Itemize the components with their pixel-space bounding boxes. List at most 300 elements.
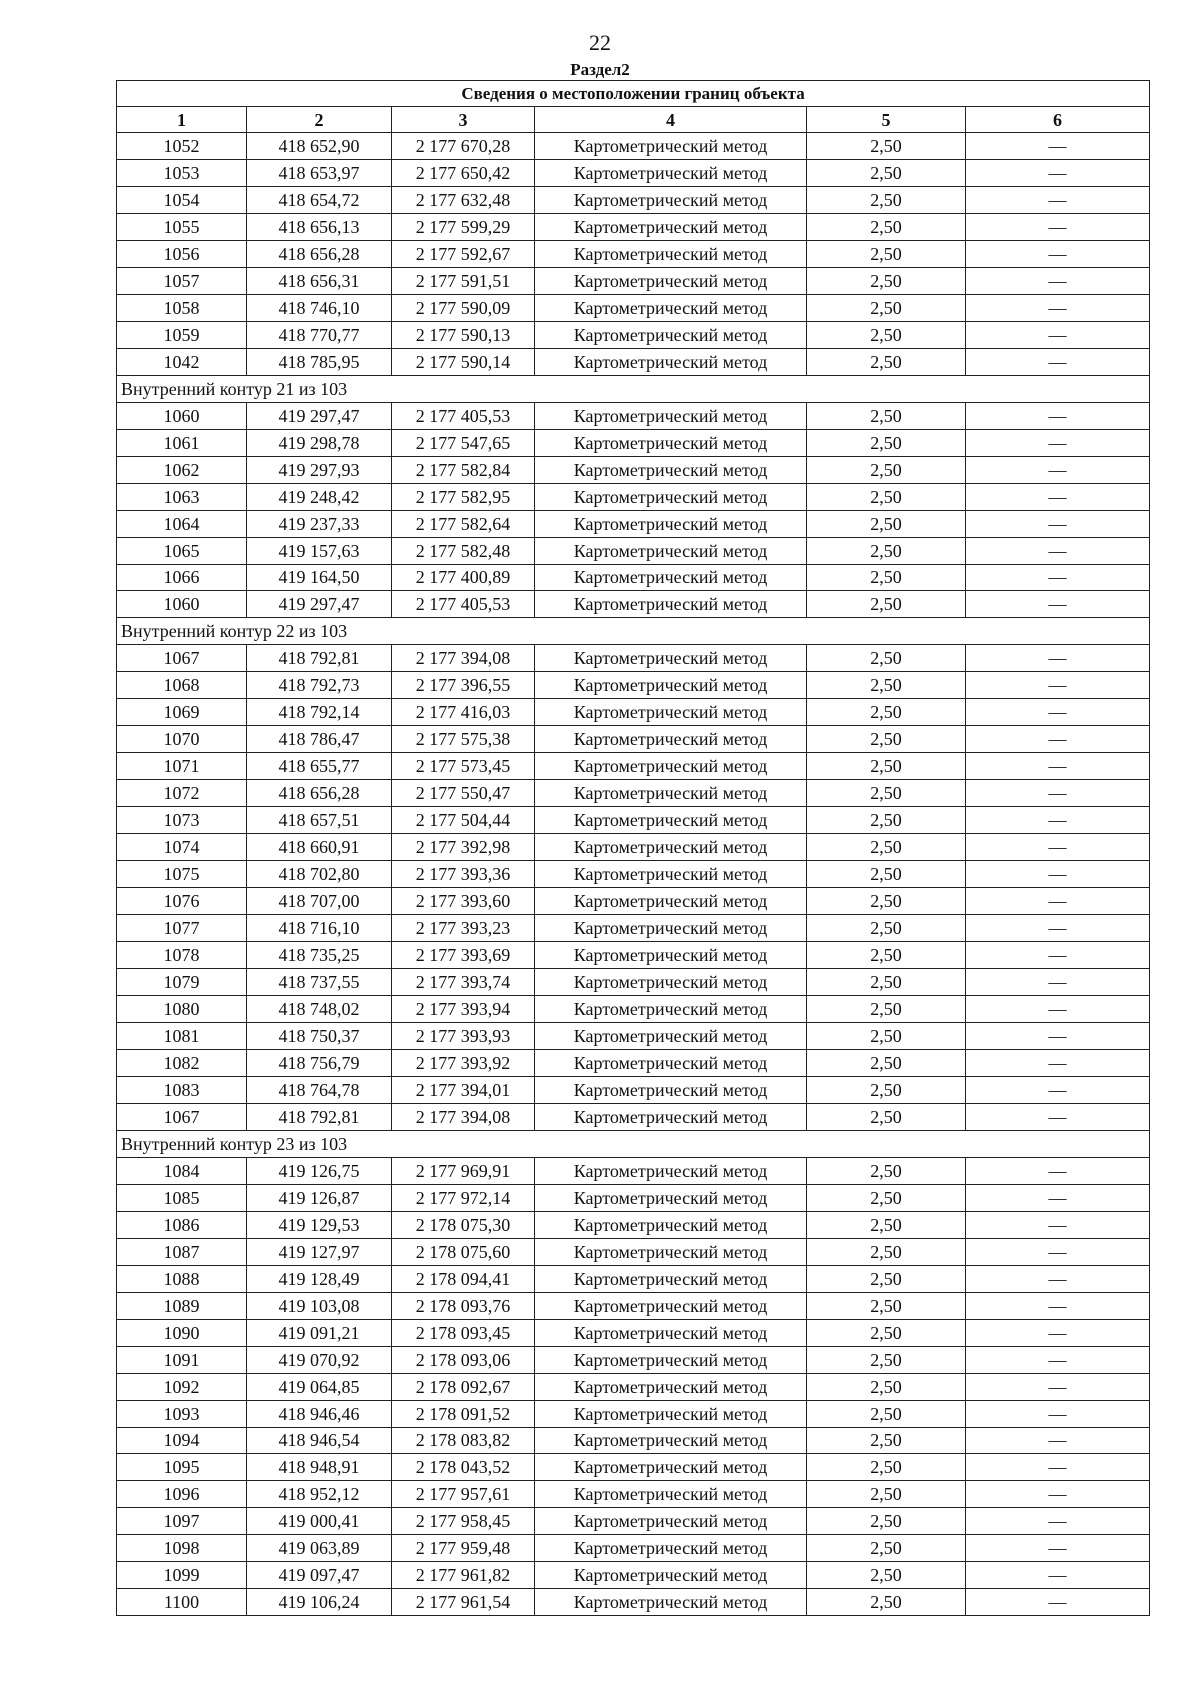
method-cell: Картометрический метод xyxy=(535,1562,807,1589)
description-cell: — xyxy=(966,1076,1150,1103)
accuracy-cell: 2,50 xyxy=(807,186,966,213)
description-cell: — xyxy=(966,591,1150,618)
y-coordinate-cell: 2 178 075,60 xyxy=(392,1238,535,1265)
method-cell: Картометрический метод xyxy=(535,861,807,888)
point-number-cell: 1068 xyxy=(117,672,247,699)
point-number-cell: 1093 xyxy=(117,1400,247,1427)
point-number-cell: 1066 xyxy=(117,564,247,591)
table-row xyxy=(117,186,1150,213)
x-coordinate-cell: 418 952,12 xyxy=(247,1481,392,1508)
y-coordinate-cell: 2 177 670,28 xyxy=(392,133,535,160)
table-row xyxy=(117,726,1150,753)
accuracy-cell: 2,50 xyxy=(807,240,966,267)
x-coordinate-cell: 418 707,00 xyxy=(247,888,392,915)
table-row xyxy=(117,348,1150,375)
y-coordinate-cell: 2 178 092,67 xyxy=(392,1373,535,1400)
point-number-cell: 1078 xyxy=(117,942,247,969)
method-cell: Картометрический метод xyxy=(535,1157,807,1184)
x-coordinate-cell: 419 064,85 xyxy=(247,1373,392,1400)
y-coordinate-cell: 2 178 091,52 xyxy=(392,1400,535,1427)
column-header: 3 xyxy=(392,107,535,133)
method-cell: Картометрический метод xyxy=(535,726,807,753)
x-coordinate-cell: 419 129,53 xyxy=(247,1211,392,1238)
x-coordinate-cell: 418 656,31 xyxy=(247,267,392,294)
point-number-cell: 1094 xyxy=(117,1427,247,1454)
method-cell: Картометрический метод xyxy=(535,564,807,591)
column-header: 1 xyxy=(117,107,247,133)
description-cell: — xyxy=(966,888,1150,915)
point-number-cell: 1042 xyxy=(117,348,247,375)
description-cell: — xyxy=(966,1265,1150,1292)
accuracy-cell: 2,50 xyxy=(807,1535,966,1562)
x-coordinate-cell: 418 653,97 xyxy=(247,159,392,186)
point-number-cell: 1067 xyxy=(117,645,247,672)
x-coordinate-cell: 418 946,54 xyxy=(247,1427,392,1454)
description-cell: — xyxy=(966,510,1150,537)
point-number-cell: 1077 xyxy=(117,915,247,942)
point-number-cell: 1080 xyxy=(117,996,247,1023)
table-row xyxy=(117,510,1150,537)
x-coordinate-cell: 419 106,24 xyxy=(247,1589,392,1616)
table-row xyxy=(117,1373,1150,1400)
accuracy-cell: 2,50 xyxy=(807,402,966,429)
y-coordinate-cell: 2 178 093,06 xyxy=(392,1346,535,1373)
y-coordinate-cell: 2 177 961,82 xyxy=(392,1562,535,1589)
table-row xyxy=(117,1022,1150,1049)
description-cell: — xyxy=(966,321,1150,348)
table-body xyxy=(117,81,1150,1616)
description-cell: — xyxy=(966,1292,1150,1319)
point-number-cell: 1083 xyxy=(117,1076,247,1103)
accuracy-cell: 2,50 xyxy=(807,1319,966,1346)
x-coordinate-cell: 419 097,47 xyxy=(247,1562,392,1589)
accuracy-cell: 2,50 xyxy=(807,942,966,969)
method-cell: Картометрический метод xyxy=(535,645,807,672)
description-cell: — xyxy=(966,564,1150,591)
table-row xyxy=(117,1535,1150,1562)
description-cell: — xyxy=(966,996,1150,1023)
description-cell: — xyxy=(966,1535,1150,1562)
y-coordinate-cell: 2 177 547,65 xyxy=(392,429,535,456)
description-cell: — xyxy=(966,429,1150,456)
column-header: 2 xyxy=(247,107,392,133)
table-row xyxy=(117,834,1150,861)
point-number-cell: 1076 xyxy=(117,888,247,915)
table-row xyxy=(117,1265,1150,1292)
point-number-cell: 1065 xyxy=(117,537,247,564)
accuracy-cell: 2,50 xyxy=(807,1508,966,1535)
table-row xyxy=(117,1103,1150,1130)
method-cell: Картометрический метод xyxy=(535,1400,807,1427)
accuracy-cell: 2,50 xyxy=(807,564,966,591)
y-coordinate-cell: 2 177 632,48 xyxy=(392,186,535,213)
x-coordinate-cell: 419 070,92 xyxy=(247,1346,392,1373)
accuracy-cell: 2,50 xyxy=(807,753,966,780)
point-number-cell: 1085 xyxy=(117,1184,247,1211)
y-coordinate-cell: 2 177 573,45 xyxy=(392,753,535,780)
table-row xyxy=(117,1184,1150,1211)
method-cell: Картометрический метод xyxy=(535,1481,807,1508)
accuracy-cell: 2,50 xyxy=(807,1292,966,1319)
description-cell: — xyxy=(966,267,1150,294)
description-cell: — xyxy=(966,753,1150,780)
accuracy-cell: 2,50 xyxy=(807,159,966,186)
x-coordinate-cell: 419 063,89 xyxy=(247,1535,392,1562)
method-cell: Картометрический метод xyxy=(535,1022,807,1049)
point-number-cell: 1087 xyxy=(117,1238,247,1265)
table-row xyxy=(117,1589,1150,1616)
column-header-row xyxy=(117,107,1150,133)
y-coordinate-cell: 2 177 590,13 xyxy=(392,321,535,348)
point-number-cell: 1057 xyxy=(117,267,247,294)
point-number-cell: 1081 xyxy=(117,1022,247,1049)
accuracy-cell: 2,50 xyxy=(807,996,966,1023)
accuracy-cell: 2,50 xyxy=(807,672,966,699)
point-number-cell: 1096 xyxy=(117,1481,247,1508)
point-number-cell: 1097 xyxy=(117,1508,247,1535)
description-cell: — xyxy=(966,1562,1150,1589)
y-coordinate-cell: 2 178 093,45 xyxy=(392,1319,535,1346)
method-cell: Картометрический метод xyxy=(535,429,807,456)
x-coordinate-cell: 418 657,51 xyxy=(247,807,392,834)
y-coordinate-cell: 2 177 396,55 xyxy=(392,672,535,699)
table-row xyxy=(117,1076,1150,1103)
table-row xyxy=(117,267,1150,294)
y-coordinate-cell: 2 177 958,45 xyxy=(392,1508,535,1535)
description-cell: — xyxy=(966,186,1150,213)
point-number-cell: 1089 xyxy=(117,1292,247,1319)
point-number-cell: 1084 xyxy=(117,1157,247,1184)
accuracy-cell: 2,50 xyxy=(807,1184,966,1211)
accuracy-cell: 2,50 xyxy=(807,1481,966,1508)
x-coordinate-cell: 419 164,50 xyxy=(247,564,392,591)
accuracy-cell: 2,50 xyxy=(807,1589,966,1616)
x-coordinate-cell: 418 656,28 xyxy=(247,240,392,267)
method-cell: Картометрический метод xyxy=(535,699,807,726)
table-row xyxy=(117,1049,1150,1076)
table-row xyxy=(117,672,1150,699)
method-cell: Картометрический метод xyxy=(535,942,807,969)
method-cell: Картометрический метод xyxy=(535,1211,807,1238)
table-row xyxy=(117,213,1150,240)
method-cell: Картометрический метод xyxy=(535,510,807,537)
method-cell: Картометрический метод xyxy=(535,591,807,618)
accuracy-cell: 2,50 xyxy=(807,1400,966,1427)
y-coordinate-cell: 2 177 590,14 xyxy=(392,348,535,375)
contour-header-row xyxy=(117,618,1150,645)
point-number-cell: 1091 xyxy=(117,1346,247,1373)
x-coordinate-cell: 419 000,41 xyxy=(247,1508,392,1535)
accuracy-cell: 2,50 xyxy=(807,1022,966,1049)
description-cell: — xyxy=(966,1049,1150,1076)
accuracy-cell: 2,50 xyxy=(807,969,966,996)
description-cell: — xyxy=(966,780,1150,807)
y-coordinate-cell: 2 177 393,60 xyxy=(392,888,535,915)
accuracy-cell: 2,50 xyxy=(807,510,966,537)
x-coordinate-cell: 418 716,10 xyxy=(247,915,392,942)
accuracy-cell: 2,50 xyxy=(807,1211,966,1238)
accuracy-cell: 2,50 xyxy=(807,1103,966,1130)
y-coordinate-cell: 2 177 394,08 xyxy=(392,645,535,672)
description-cell: — xyxy=(966,672,1150,699)
x-coordinate-cell: 418 737,55 xyxy=(247,969,392,996)
description-cell: — xyxy=(966,1022,1150,1049)
y-coordinate-cell: 2 177 592,67 xyxy=(392,240,535,267)
method-cell: Картометрический метод xyxy=(535,456,807,483)
table-row xyxy=(117,1238,1150,1265)
table-row xyxy=(117,564,1150,591)
point-number-cell: 1090 xyxy=(117,1319,247,1346)
point-number-cell: 1086 xyxy=(117,1211,247,1238)
point-number-cell: 1060 xyxy=(117,591,247,618)
description-cell: — xyxy=(966,834,1150,861)
method-cell: Картометрический метод xyxy=(535,267,807,294)
method-cell: Картометрический метод xyxy=(535,1319,807,1346)
description-cell: — xyxy=(966,213,1150,240)
accuracy-cell: 2,50 xyxy=(807,456,966,483)
table-row xyxy=(117,861,1150,888)
description-cell: — xyxy=(966,645,1150,672)
accuracy-cell: 2,50 xyxy=(807,1076,966,1103)
table-row xyxy=(117,537,1150,564)
accuracy-cell: 2,50 xyxy=(807,429,966,456)
method-cell: Картометрический метод xyxy=(535,240,807,267)
point-number-cell: 1095 xyxy=(117,1454,247,1481)
point-number-cell: 1071 xyxy=(117,753,247,780)
table-row xyxy=(117,915,1150,942)
x-coordinate-cell: 419 103,08 xyxy=(247,1292,392,1319)
y-coordinate-cell: 2 177 393,36 xyxy=(392,861,535,888)
x-coordinate-cell: 419 237,33 xyxy=(247,510,392,537)
y-coordinate-cell: 2 177 405,53 xyxy=(392,591,535,618)
y-coordinate-cell: 2 177 393,92 xyxy=(392,1049,535,1076)
y-coordinate-cell: 2 178 094,41 xyxy=(392,1265,535,1292)
page-number: 22 xyxy=(589,30,611,55)
contour-label: Внутренний контур 23 из 103 xyxy=(117,1130,1150,1157)
method-cell: Картометрический метод xyxy=(535,969,807,996)
table-row xyxy=(117,807,1150,834)
point-number-cell: 1064 xyxy=(117,510,247,537)
y-coordinate-cell: 2 177 392,98 xyxy=(392,834,535,861)
method-cell: Картометрический метод xyxy=(535,753,807,780)
x-coordinate-cell: 419 157,63 xyxy=(247,537,392,564)
accuracy-cell: 2,50 xyxy=(807,537,966,564)
method-cell: Картометрический метод xyxy=(535,537,807,564)
table-row xyxy=(117,942,1150,969)
point-number-cell: 1058 xyxy=(117,294,247,321)
method-cell: Картометрический метод xyxy=(535,1373,807,1400)
description-cell: — xyxy=(966,969,1150,996)
method-cell: Картометрический метод xyxy=(535,1535,807,1562)
accuracy-cell: 2,50 xyxy=(807,915,966,942)
point-number-cell: 1062 xyxy=(117,456,247,483)
table-row xyxy=(117,1481,1150,1508)
method-cell: Картометрический метод xyxy=(535,780,807,807)
accuracy-cell: 2,50 xyxy=(807,294,966,321)
accuracy-cell: 2,50 xyxy=(807,1238,966,1265)
x-coordinate-cell: 418 654,72 xyxy=(247,186,392,213)
accuracy-cell: 2,50 xyxy=(807,888,966,915)
method-cell: Картометрический метод xyxy=(535,348,807,375)
x-coordinate-cell: 418 792,81 xyxy=(247,645,392,672)
method-cell: Картометрический метод xyxy=(535,1238,807,1265)
x-coordinate-cell: 418 655,77 xyxy=(247,753,392,780)
y-coordinate-cell: 2 177 393,94 xyxy=(392,996,535,1023)
table-row xyxy=(117,969,1150,996)
table-row xyxy=(117,888,1150,915)
x-coordinate-cell: 419 128,49 xyxy=(247,1265,392,1292)
method-cell: Картометрический метод xyxy=(535,915,807,942)
accuracy-cell: 2,50 xyxy=(807,483,966,510)
accuracy-cell: 2,50 xyxy=(807,834,966,861)
y-coordinate-cell: 2 177 650,42 xyxy=(392,159,535,186)
point-number-cell: 1075 xyxy=(117,861,247,888)
accuracy-cell: 2,50 xyxy=(807,591,966,618)
point-number-cell: 1059 xyxy=(117,321,247,348)
accuracy-cell: 2,50 xyxy=(807,699,966,726)
table-row xyxy=(117,645,1150,672)
description-cell: — xyxy=(966,699,1150,726)
point-number-cell: 1070 xyxy=(117,726,247,753)
y-coordinate-cell: 2 177 582,48 xyxy=(392,537,535,564)
y-coordinate-cell: 2 177 504,44 xyxy=(392,807,535,834)
description-cell: — xyxy=(966,1238,1150,1265)
column-header: 5 xyxy=(807,107,966,133)
accuracy-cell: 2,50 xyxy=(807,1157,966,1184)
method-cell: Картометрический метод xyxy=(535,807,807,834)
y-coordinate-cell: 2 177 961,54 xyxy=(392,1589,535,1616)
y-coordinate-cell: 2 177 590,09 xyxy=(392,294,535,321)
method-cell: Картометрический метод xyxy=(535,672,807,699)
x-coordinate-cell: 418 792,81 xyxy=(247,1103,392,1130)
method-cell: Картометрический метод xyxy=(535,1427,807,1454)
description-cell: — xyxy=(966,861,1150,888)
y-coordinate-cell: 2 177 416,03 xyxy=(392,699,535,726)
y-coordinate-cell: 2 177 400,89 xyxy=(392,564,535,591)
point-number-cell: 1061 xyxy=(117,429,247,456)
point-number-cell: 1054 xyxy=(117,186,247,213)
x-coordinate-cell: 419 298,78 xyxy=(247,429,392,456)
description-cell: — xyxy=(966,1454,1150,1481)
method-cell: Картометрический метод xyxy=(535,186,807,213)
x-coordinate-cell: 419 297,47 xyxy=(247,402,392,429)
method-cell: Картометрический метод xyxy=(535,996,807,1023)
table-row xyxy=(117,699,1150,726)
table-title-row xyxy=(117,81,1150,107)
description-cell: — xyxy=(966,456,1150,483)
table-row xyxy=(117,133,1150,160)
x-coordinate-cell: 418 656,28 xyxy=(247,780,392,807)
point-number-cell: 1060 xyxy=(117,402,247,429)
method-cell: Картометрический метод xyxy=(535,1454,807,1481)
method-cell: Картометрический метод xyxy=(535,1589,807,1616)
method-cell: Картометрический метод xyxy=(535,834,807,861)
y-coordinate-cell: 2 177 393,93 xyxy=(392,1022,535,1049)
x-coordinate-cell: 418 748,02 xyxy=(247,996,392,1023)
table-row xyxy=(117,1427,1150,1454)
point-number-cell: 1100 xyxy=(117,1589,247,1616)
x-coordinate-cell: 418 785,95 xyxy=(247,348,392,375)
point-number-cell: 1055 xyxy=(117,213,247,240)
point-number-cell: 1053 xyxy=(117,159,247,186)
x-coordinate-cell: 419 126,87 xyxy=(247,1184,392,1211)
x-coordinate-cell: 419 127,97 xyxy=(247,1238,392,1265)
x-coordinate-cell: 419 248,42 xyxy=(247,483,392,510)
table-row xyxy=(117,294,1150,321)
y-coordinate-cell: 2 177 393,74 xyxy=(392,969,535,996)
y-coordinate-cell: 2 177 393,69 xyxy=(392,942,535,969)
table-row xyxy=(117,402,1150,429)
y-coordinate-cell: 2 177 394,08 xyxy=(392,1103,535,1130)
description-cell: — xyxy=(966,159,1150,186)
table-row xyxy=(117,1157,1150,1184)
contour-label: Внутренний контур 22 из 103 xyxy=(117,618,1150,645)
point-number-cell: 1069 xyxy=(117,699,247,726)
table-row xyxy=(117,1508,1150,1535)
method-cell: Картометрический метод xyxy=(535,402,807,429)
table-row xyxy=(117,780,1150,807)
section-label: Раздел2 xyxy=(570,60,630,79)
method-cell: Картометрический метод xyxy=(535,1103,807,1130)
accuracy-cell: 2,50 xyxy=(807,1049,966,1076)
method-cell: Картометрический метод xyxy=(535,133,807,160)
table-row xyxy=(117,483,1150,510)
column-header: 6 xyxy=(966,107,1150,133)
x-coordinate-cell: 418 652,90 xyxy=(247,133,392,160)
description-cell: — xyxy=(966,1157,1150,1184)
method-cell: Картометрический метод xyxy=(535,159,807,186)
point-number-cell: 1067 xyxy=(117,1103,247,1130)
accuracy-cell: 2,50 xyxy=(807,267,966,294)
x-coordinate-cell: 418 756,79 xyxy=(247,1049,392,1076)
point-number-cell: 1082 xyxy=(117,1049,247,1076)
table-row xyxy=(117,1400,1150,1427)
y-coordinate-cell: 2 177 972,14 xyxy=(392,1184,535,1211)
y-coordinate-cell: 2 177 394,01 xyxy=(392,1076,535,1103)
method-cell: Картометрический метод xyxy=(535,213,807,240)
point-number-cell: 1092 xyxy=(117,1373,247,1400)
y-coordinate-cell: 2 178 083,82 xyxy=(392,1427,535,1454)
x-coordinate-cell: 418 786,47 xyxy=(247,726,392,753)
table-row xyxy=(117,159,1150,186)
y-coordinate-cell: 2 177 582,64 xyxy=(392,510,535,537)
description-cell: — xyxy=(966,294,1150,321)
accuracy-cell: 2,50 xyxy=(807,321,966,348)
point-number-cell: 1098 xyxy=(117,1535,247,1562)
description-cell: — xyxy=(966,807,1150,834)
x-coordinate-cell: 418 770,77 xyxy=(247,321,392,348)
y-coordinate-cell: 2 178 093,76 xyxy=(392,1292,535,1319)
description-cell: — xyxy=(966,1373,1150,1400)
method-cell: Картометрический метод xyxy=(535,1184,807,1211)
description-cell: — xyxy=(966,915,1150,942)
contour-label: Внутренний контур 21 из 103 xyxy=(117,375,1150,402)
boundary-coordinates-table xyxy=(116,80,1150,1616)
description-cell: — xyxy=(966,483,1150,510)
y-coordinate-cell: 2 177 591,51 xyxy=(392,267,535,294)
table-row xyxy=(117,1346,1150,1373)
point-number-cell: 1052 xyxy=(117,133,247,160)
method-cell: Картометрический метод xyxy=(535,1076,807,1103)
x-coordinate-cell: 419 126,75 xyxy=(247,1157,392,1184)
accuracy-cell: 2,50 xyxy=(807,861,966,888)
contour-header-row xyxy=(117,1130,1150,1157)
point-number-cell: 1079 xyxy=(117,969,247,996)
point-number-cell: 1063 xyxy=(117,483,247,510)
y-coordinate-cell: 2 177 582,95 xyxy=(392,483,535,510)
method-cell: Картометрический метод xyxy=(535,1292,807,1319)
contour-header-row xyxy=(117,375,1150,402)
